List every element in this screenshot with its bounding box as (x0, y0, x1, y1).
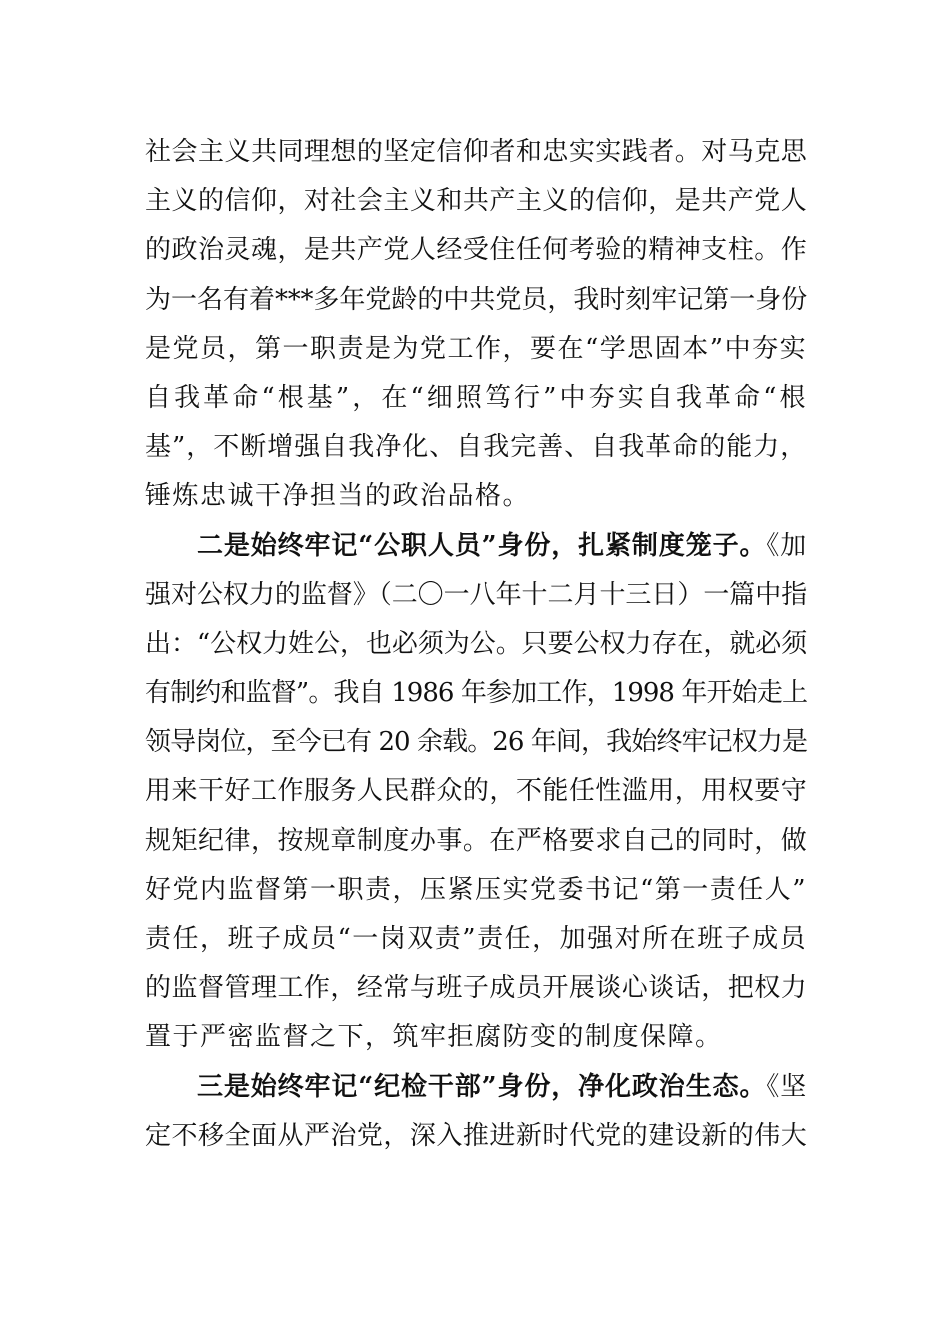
text-line: 的政治灵魂，是共产党人经受住任何考验的精神支柱。作 (145, 235, 807, 266)
text-line: 责任，班子成员“一岗双责”责任，加强对所在班子成员 (145, 924, 808, 954)
text-line: 出：“公权力姓公，也必须为公。只要公权力存在，就必须 (145, 628, 807, 659)
text-line: 是党员，第一职责是为党工作，要在“学思固本”中夯实 (145, 333, 808, 364)
text-line (145, 522, 807, 571)
text-line: 为一名有着***多年党龄的中共党员，我时刻牢记第一身份 (145, 284, 807, 315)
text-line: 锤炼忠诚干净担当的政治品格。 (145, 481, 531, 512)
paragraph-2 (145, 522, 807, 1063)
text-line: 用来干好工作服务人民群众的，不能任性滥用，用权要守 (145, 776, 807, 807)
document-body (145, 128, 807, 1161)
text-line: 社会主义共同理想的坚定信仰者和忠实实践者。对马克思 (145, 137, 807, 167)
text-line (145, 1063, 807, 1112)
text-line: 好党内监督第一职责，压紧压实党委书记“第一责任人” (145, 874, 808, 905)
text-line: 基”，不断增强自我净化、自我完善、自我革命的能力， (145, 432, 808, 463)
text-line: 领导岗位，至今已有 20 余载。26 年间，我始终牢记权力是 (145, 727, 807, 758)
paragraph-heading: 三是始终牢记“纪检干部”身份，净化政治生态。 (197, 1071, 767, 1102)
text-line: 有制约和监督”。我自 1986 年参加工作，1998 年开始走上 (145, 678, 807, 709)
paragraph-3 (145, 1063, 807, 1161)
heading-trailing-text: 《加 (766, 530, 807, 561)
text-line: 置于严密监督之下，筑牢拒腐防变的制度保障。 (145, 1022, 723, 1053)
text-line: 定不移全面从严治党，深入推进新时代党的建设新的伟大 (145, 1120, 807, 1151)
paragraph-1 (145, 128, 807, 522)
text-line: 自我革命“根基”，在“细照笃行”中夯实自我革命“根 (145, 382, 807, 413)
paragraph-heading: 二是始终牢记“公职人员”身份，扎紧制度笼子。 (197, 530, 767, 561)
text-line: 的监督管理工作，经常与班子成员开展谈心谈话，把权力 (145, 973, 807, 1004)
text-line: 规矩纪律，按规章制度办事。在严格要求自己的同时，做 (145, 825, 807, 856)
text-line: 强对公权力的监督》（二〇一八年十二月十三日）一篇中指 (145, 579, 807, 610)
heading-trailing-text: 《坚 (766, 1071, 807, 1102)
text-line: 主义的信仰，对社会主义和共产主义的信仰，是共产党人 (145, 186, 807, 217)
